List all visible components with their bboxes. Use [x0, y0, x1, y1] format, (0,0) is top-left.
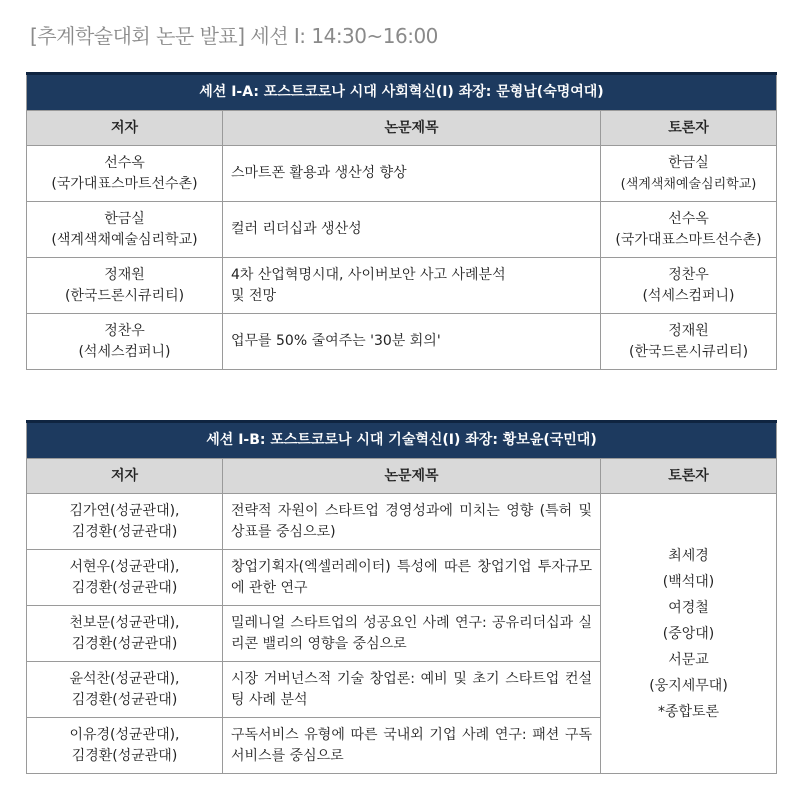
author-line2: 김경환(성균관대) [71, 523, 178, 540]
session-b-table [26, 420, 777, 774]
paper-title: 시장 거버넌스적 기술 창업론: 예비 및 초기 스타트업 컨설팅 사례 분석 [223, 662, 601, 718]
author-cell [27, 202, 223, 258]
author-name: 선수옥 [104, 154, 145, 171]
author-cell [27, 718, 223, 774]
author-line2: 김경환(성균관대) [71, 635, 178, 652]
discussant-cell [601, 146, 777, 202]
discussant-org: (웅지세무대) [649, 677, 728, 694]
author-line1: 윤석찬(성균관대), [69, 670, 180, 687]
author-cell [27, 146, 223, 202]
author-org: (국가대표스마트선수촌) [51, 175, 198, 192]
discussant-org: (색계색채예술심리학교) [620, 176, 757, 192]
discussant-name: 최세경 [668, 547, 709, 564]
author-line2: 김경환(성균관대) [71, 579, 178, 596]
discussant-cell [601, 314, 777, 370]
author-cell [27, 314, 223, 370]
general-discussion-note: *종합토론 [657, 703, 720, 720]
discussant-org: (중앙대) [662, 625, 715, 642]
table-row [27, 202, 777, 258]
author-line1: 천보문(성균관대), [69, 614, 180, 631]
title-cell [223, 314, 601, 370]
author-name: 정찬우 [104, 322, 145, 339]
title-cell [223, 258, 601, 314]
paper-title-line1: 4차 산업혁명시대, 사이버보안 사고 사례분석 [231, 266, 506, 283]
col-author-header: 저자 [27, 111, 223, 146]
table-row [27, 258, 777, 314]
discussant-name: 선수옥 [668, 210, 709, 227]
author-cell [27, 494, 223, 550]
author-cell [27, 606, 223, 662]
author-line1: 김가연(성균관대), [69, 502, 180, 519]
author-line2: 김경환(성균관대) [71, 747, 178, 764]
discussant-org: (백석대) [662, 573, 715, 590]
col-discussant-header: 토론자 [601, 459, 777, 494]
author-name: 정재원 [104, 266, 145, 283]
page-title: [추계학술대회 논문 발표] 세션 I: 14:30~16:00 [30, 24, 438, 48]
table-row [27, 494, 777, 550]
session-b-header: 세션 I-B: 포스트코로나 시대 기술혁신(I) 좌장: 황보윤(국민대) [27, 422, 777, 459]
author-org: (색계색채예술심리학교) [51, 231, 198, 248]
col-title-header: 논문제목 [223, 459, 601, 494]
col-discussant-header: 토론자 [601, 111, 777, 146]
discussant-name: 서문교 [668, 651, 709, 668]
paper-title: 업무를 50% 줄여주는 '30분 회의' [231, 333, 441, 349]
table-row [27, 314, 777, 370]
discussant-org: (석세스컴퍼니) [642, 287, 735, 304]
discussant-cell [601, 258, 777, 314]
discussant-org: (한국드론시큐리티) [628, 343, 749, 360]
discussant-name: 정재원 [668, 322, 709, 339]
title-cell [223, 202, 601, 258]
discussant-name: 정찬우 [668, 266, 709, 283]
paper-title: 구독서비스 유형에 따른 국내외 기업 사례 연구: 패션 구독 서비스를 중심으로 [223, 718, 601, 774]
title-cell [223, 146, 601, 202]
paper-title: 스마트폰 활용과 생산성 향상 [231, 165, 407, 181]
author-cell [27, 662, 223, 718]
discussant-cell [601, 202, 777, 258]
discussant-org: (국가대표스마트선수촌) [615, 231, 762, 248]
paper-title: 전략적 자원이 스타트업 경영성과에 미치는 영향 (특허 및 상표를 중심으로) [223, 494, 601, 550]
col-author-header: 저자 [27, 459, 223, 494]
author-name: 한금실 [104, 210, 145, 227]
discussant-name: 한금실 [668, 154, 709, 171]
col-title-header: 논문제목 [223, 111, 601, 146]
author-line1: 서현우(성균관대), [69, 558, 180, 575]
paper-title: 밀레니얼 스타트업의 성공요인 사례 연구: 공유리더십과 실리콘 밸리의 영향을 중심으로 [223, 606, 601, 662]
author-org: (석세스컴퍼니) [78, 343, 171, 360]
author-org: (한국드론시큐리티) [64, 287, 185, 304]
paper-title: 컬러 리더십과 생산성 [231, 221, 362, 237]
discussant-name: 여경철 [668, 599, 709, 616]
table-row [27, 146, 777, 202]
author-cell [27, 258, 223, 314]
author-line2: 김경환(성균관대) [71, 691, 178, 708]
author-line1: 이유경(성균관대), [69, 726, 180, 743]
paper-title-line2: 및 전망 [231, 287, 277, 304]
session-a-header: 세션 I-A: 포스트코로나 시대 사회혁신(I) 좌장: 문형남(숙명여대) [27, 74, 777, 111]
session-a-table [26, 72, 777, 370]
discussant-merged-cell [601, 494, 777, 774]
author-cell [27, 550, 223, 606]
paper-title: 창업기획자(엑셀러레이터) 특성에 따른 창업기업 투자규모에 관한 연구 [223, 550, 601, 606]
